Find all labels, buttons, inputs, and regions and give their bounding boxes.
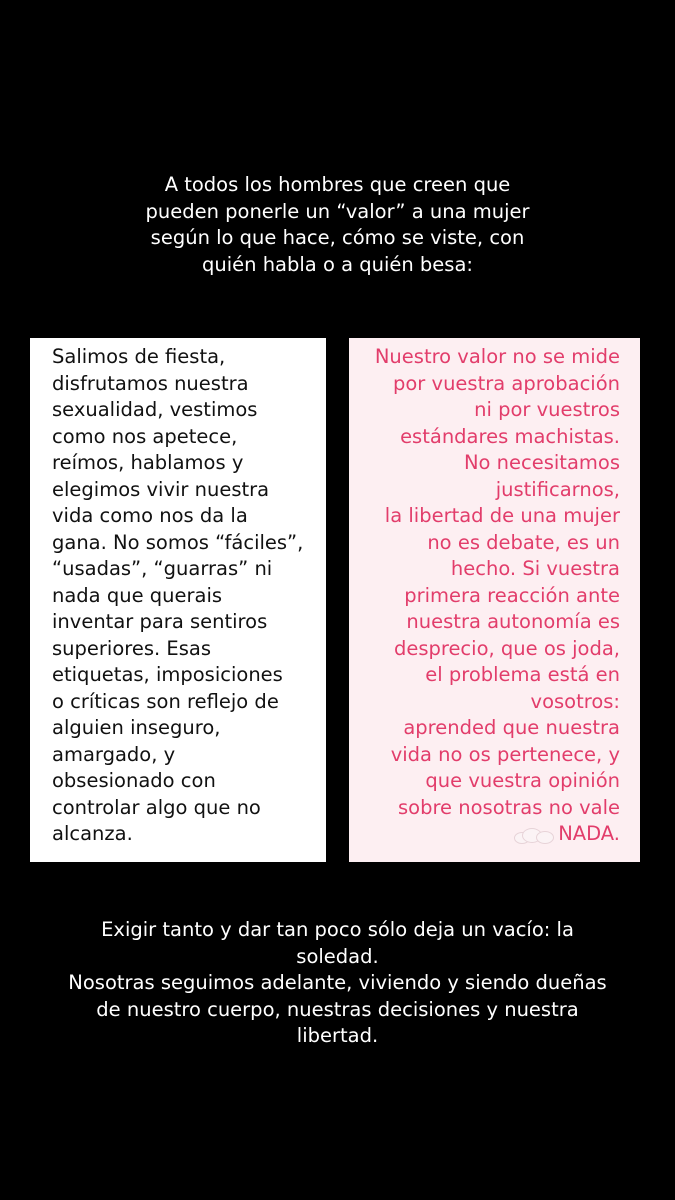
left-card-line: o críticas son reflejo de [52,689,279,713]
right-card-line: ni por vuestros [474,398,620,421]
left-card [30,338,326,862]
intro-line: quién habla o a quién besa: [201,252,473,276]
nada-word: NADA. [558,822,620,845]
left-card-line: amargado, y [52,742,176,766]
left-card-line: gana. No somos “fáciles”, [52,530,304,554]
right-card-line: por vuestra aprobación [393,371,620,395]
outro-line: libertad. [296,1024,379,1047]
left-card-line: como nos apetece, [52,424,238,448]
outro-text [20,917,655,1050]
right-card-line: el problema está en [425,663,620,686]
right-card-line: que vuestra opinión [425,769,620,792]
right-card-line: vida no os pertenece, y [390,742,620,766]
outro-line: de nuestro cuerpo, nuestras decisiones y nuestra [96,997,579,1021]
left-card-line: alguien inseguro, [52,716,221,739]
right-card-line: desprecio, que os joda, [393,636,620,660]
intro-line: A todos los hombres que creen que [164,173,511,196]
right-card-line: Nuestro valor no se mide [374,345,620,368]
intro-line: según lo que hace, cómo se viste, con [150,226,525,249]
right-card [349,338,640,862]
right-card-line: no es debate, es un [427,530,620,554]
outro-line: Nosotras seguimos adelante, viviendo y siendo dueñas [68,971,607,994]
left-card-line: alcanza. [52,822,133,845]
right-card-line: No necesitamos [463,451,620,474]
left-card-line: etiquetas, imposiciones [52,663,283,686]
left-card-line: sexualidad, vestimos [52,398,258,421]
outro-line: Exigir tanto y dar tan poco sólo deja un vacío: la [101,918,574,941]
right-card-line: estándares machistas. [400,424,620,448]
left-card-line: “usadas”, “guarras” ni [52,557,273,580]
left-card-line: elegimos vivir nuestra [52,477,270,501]
left-card-line: Salimos de fiesta, [52,345,226,368]
left-card-line: vida como nos da la [52,504,248,527]
right-card-line: hecho. Si vuestra [450,557,620,580]
left-card-line: superiores. Esas [52,636,211,660]
left-card-line: nada que querais [52,583,223,607]
outro-line: soledad. [296,944,379,968]
right-card-line: vosotros: [530,689,620,713]
left-card-line: inventar para sentiros [52,610,268,633]
left-card-line: reímos, hablamos y [52,451,244,474]
intro-heading [60,172,615,278]
right-card-line: nuestra autonomía es [406,610,620,633]
right-card-line: sobre nosotras no vale [398,795,620,819]
left-card-line: disfrutamos nuestra [52,371,249,395]
left-card-line: controlar algo que no [52,795,261,819]
left-card-line: obsesionado con [52,769,216,792]
right-card-line: justificarnos, [495,477,620,501]
cloud-icon [512,827,556,843]
intro-line: pueden ponerle un “valor” a una mujer [145,199,530,223]
right-card-line: aprended que nuestra [403,716,620,739]
right-card-last-line [361,821,620,848]
right-card-line: la libertad de una mujer [384,504,620,527]
right-card-line: primera reacción ante [404,583,620,607]
